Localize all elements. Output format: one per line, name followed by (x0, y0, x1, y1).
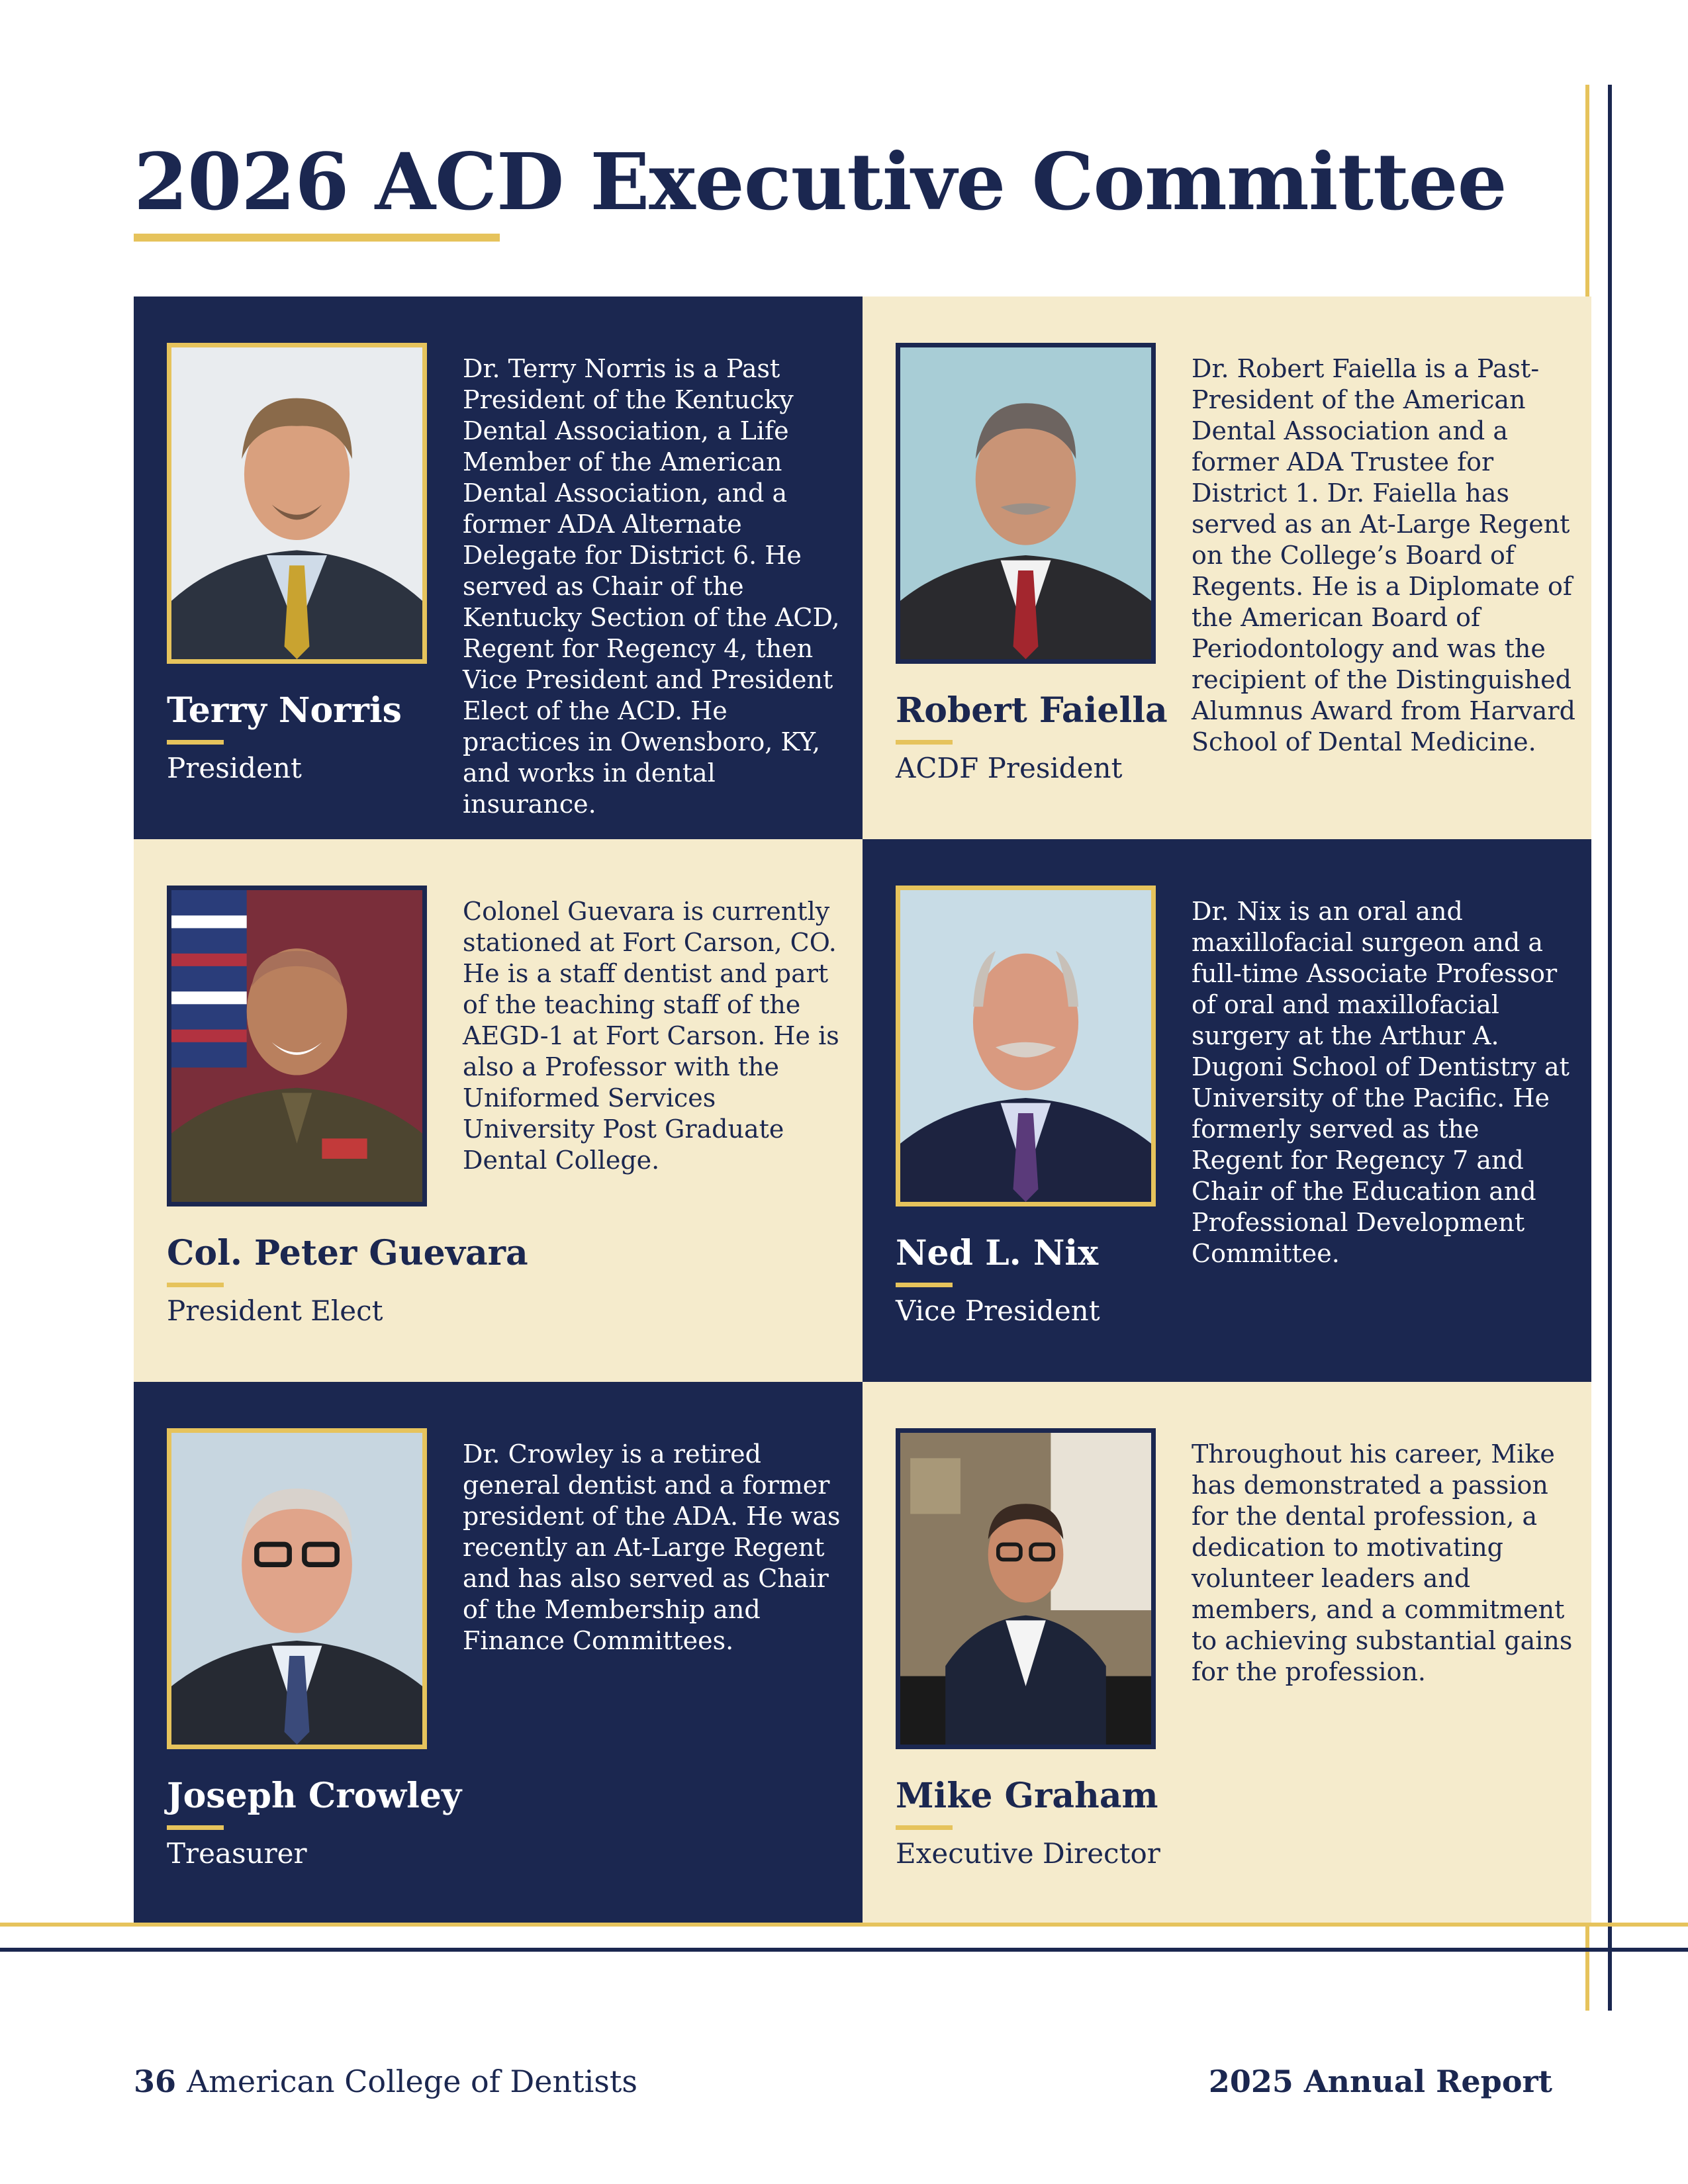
footer-left (134, 2064, 637, 2099)
portrait-photo (896, 1428, 1156, 1749)
page-title: 2026 ACD Executive Committee (134, 136, 1507, 228)
portrait-photo (896, 343, 1156, 664)
member-bio: Dr. Terry Norris is a Past President of the Kentucky Dental Association, a Life Member of the American Dental Association, and a former ADA Alternate Delegate for District 6. He served as Chair of the Kentucky Section of the ACD, Regent for Regency 4, then Vice President and President Elect of the ACD. He practices in Owensboro, KY, and works in dental insurance. (463, 354, 840, 819)
member-name: Terry Norris (167, 690, 402, 731)
member-name: Col. Peter Guevara (167, 1233, 528, 1273)
member-card-ned-nix (863, 839, 1591, 1382)
portrait-photo (167, 1428, 427, 1749)
name-underline (167, 740, 224, 745)
member-card-mike-graham (863, 1382, 1591, 1925)
member-role: Vice President (896, 1295, 1100, 1327)
name-underline (167, 1283, 224, 1287)
name-underline (896, 740, 953, 745)
member-role: Executive Director (896, 1837, 1160, 1870)
title-underline (134, 234, 500, 242)
member-role: President (167, 752, 302, 784)
member-card-robert-faiella (863, 296, 1591, 839)
member-bio: Dr. Crowley is a retired general dentist and a former president of the ADA. He was recently an At-Large Regent and has also served as Chair of the Membership and Finance Committees. (463, 1439, 841, 1655)
portrait-photo (167, 343, 427, 664)
member-name: Robert Faiella (896, 690, 1168, 731)
frame-vertical-navy-line (1608, 85, 1612, 2011)
page-number: 36 (134, 2064, 177, 2099)
member-bio: Colonel Guevara is currently stationed at Fort Carson, CO. He is a staff dentist and part of the teaching staff of the AEGD-1 at Fort Carson. He is also a Professor with the Uniformed Services University Post Graduate Dental College. (463, 897, 839, 1175)
member-role: Treasurer (167, 1837, 307, 1870)
committee-grid (134, 296, 1589, 1925)
member-role: ACDF President (896, 752, 1123, 784)
member-bio: Throughout his career, Mike has demonstrated a passion for the dental profession, a dedication to motivating volunteer leaders and members, and a commitment to achieving substantial gains for the profession. (1192, 1439, 1573, 1686)
member-name: Ned L. Nix (896, 1233, 1099, 1273)
member-card-terry-norris (134, 296, 863, 839)
member-name: Mike Graham (896, 1776, 1158, 1816)
member-card-joseph-crowley (134, 1382, 863, 1925)
name-underline (896, 1283, 953, 1287)
member-bio: Dr. Nix is an oral and maxillofacial surgeon and a full-time Associate Professor of oral and maxillofacial surgery at the Arthur A. Dugoni School of Dentistry at University of the Pacific. He formerly served as the Regent for Regency 7 and Chair of the Education and Professional Development Committee. (1192, 897, 1570, 1268)
name-underline (167, 1825, 224, 1830)
portrait-photo (896, 886, 1156, 1206)
member-name: Joseph Crowley (167, 1776, 462, 1816)
name-underline (896, 1825, 953, 1830)
organization-name: American College of Dentists (187, 2064, 638, 2099)
report-title: 2025 Annual Report (1208, 2064, 1552, 2099)
member-bio: Dr. Robert Faiella is a Past-President of the American Dental Association and a former ADA Trustee for District 1. Dr. Faiella has served as an At-Large Regent on the College’s Board of Regents. He is a Diplomate of the American Board of Periodontology and was the recipient of the Distinguished Alumnus Award from Harvard School of Dental Medicine. (1192, 354, 1575, 756)
member-card-peter-guevara (134, 839, 863, 1382)
portrait-photo (167, 886, 427, 1206)
frame-horizontal-navy-line (0, 1948, 1688, 1952)
member-role: President Elect (167, 1295, 383, 1327)
frame-horizontal-gold-line (0, 1923, 1688, 1927)
